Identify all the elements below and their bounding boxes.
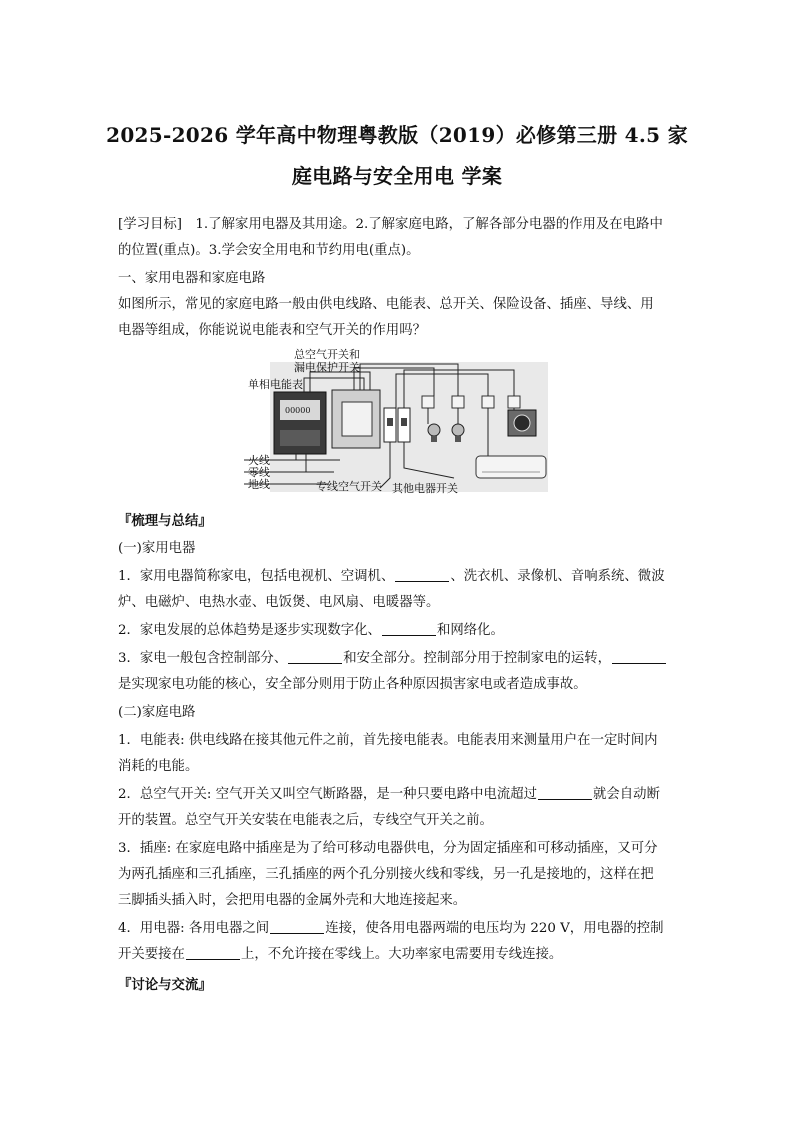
item-2-line-1	[118, 786, 680, 804]
label-live-wire: 火线	[248, 454, 270, 467]
paragraph-1-text-before-blank: 1．家用电器简称家电，包括电视机、空调机、	[118, 569, 395, 584]
intro-paragraph-line-1: 如图所示，常见的家庭电路一般由供电线路、电能表、总开关、保险设备、插座、导线、用	[118, 297, 654, 312]
fill-in-blank[interactable]	[395, 569, 449, 582]
paragraph-3-line-2: 是实现家电功能的核心，安全部分则用于防止各种原因损害家电或者造成事故。	[118, 677, 587, 692]
item-4-line-2	[118, 946, 680, 964]
label-other-switches: 其他电器开关	[392, 482, 458, 495]
label-ground-wire: 地线	[248, 478, 270, 491]
label-single-phase-meter: 单相电能表	[248, 378, 303, 391]
paragraph-1-line-1	[118, 568, 680, 586]
electric-meter-icon	[274, 392, 326, 454]
summary-heading: 『梳理与总结』	[118, 513, 212, 529]
paragraph-1-line-2: 炉、电磁炉、电热水壶、电饭煲、电风扇、电暖器等。	[118, 595, 440, 610]
learning-objectives-line-1: [学习目标] 1.了解家用电器及其用途。2.了解家庭电路，了解各部分电器的作用及在电路中	[118, 217, 663, 232]
fill-in-blank[interactable]	[382, 623, 436, 636]
intro-paragraph-line-2: 电器等组成，你能说说电能表和空气开关的作用吗？	[118, 323, 426, 338]
label-neutral-wire: 零线	[248, 466, 270, 479]
discussion-heading: 『讨论与交流』	[118, 977, 212, 993]
item-4-line-1	[118, 920, 680, 938]
item-4b-text-after-blank: 上，不允许接在零线上。大功率家电需要用专线连接。	[240, 947, 563, 962]
fill-in-blank[interactable]	[288, 651, 342, 664]
paragraph-2-text-after-blank: 和网络化。	[436, 623, 504, 638]
item-3-line-1: 3．插座: 在家庭电路中插座是为了给可移动电器供电，分为固定插座和可移动插座，又可分	[118, 841, 658, 856]
paragraph-1-text-after-blank: 、洗衣机、录像机、音响系统、微波	[450, 569, 665, 584]
fill-in-blank[interactable]	[186, 947, 240, 960]
air-conditioner-icon	[476, 456, 546, 478]
main-switch-box-icon	[332, 390, 380, 448]
paragraph-2-text-before-blank: 2．家电发展的总体趋势是逐步实现数字化、	[118, 623, 381, 638]
item-2-text-before-blank: 2．总空气开关: 空气开关又叫空气断路器，是一种只要电路中电流超过	[118, 787, 538, 802]
paragraph-3-text-before-blank: 3．家电一般包含控制部分、	[118, 651, 288, 666]
fill-in-blank[interactable]	[612, 651, 666, 664]
document-title-line-1: 2025-2026 学年高中物理粤教版（2019）必修第三册 4.5 家	[106, 123, 688, 147]
item-2-line-2: 开的装置。总空气开关安装在电能表之后，专线空气开关之前。	[118, 813, 493, 828]
household-circuit-figure	[244, 348, 550, 496]
item-2-text-after-blank: 就会自动断	[593, 787, 660, 802]
item-3-line-2: 为两孔插座和三孔插座，三孔插座的两个孔分别接火线和零线，另一孔是接地的，这样在把	[118, 867, 654, 882]
meter-digits: 00000	[285, 406, 311, 415]
washing-machine-icon	[508, 410, 536, 436]
item-4b-text-before-blank: 开关要接在	[118, 947, 185, 962]
paragraph-2	[118, 622, 680, 640]
subsection-household-appliances: (一)家用电器	[118, 541, 196, 556]
item-4-text-before-blank: 4．用电器: 各用电器之间	[118, 921, 270, 936]
item-1-line-2: 消耗的电能。	[118, 759, 199, 774]
item-1-line-1: 1．电能表: 供电线路在接其他元件之前，首先接电能表。电能表用来测量用户在一定时间内	[118, 733, 658, 748]
paragraph-3-text-middle: 和安全部分。控制部分用于控制家电的运转，	[343, 651, 612, 666]
learning-objectives-line-2: 的位置(重点)。3.学会安全用电和节约用电(重点)。	[118, 243, 420, 258]
fill-in-blank[interactable]	[270, 921, 324, 934]
item-3-line-3: 三脚插头插入时，会把用电器的金属外壳和大地连接起来。	[118, 893, 467, 908]
document-title-line-2: 庭电路与安全用电 学案	[291, 164, 503, 188]
subsection-household-circuit: (二)家庭电路	[118, 705, 196, 720]
label-dedicated-breaker: 专线空气开关	[316, 480, 382, 493]
label-main-switch-line-1: 总空气开关和	[294, 348, 360, 361]
item-4-text-after-blank: 连接，使各用电器两端的电压均为 220 V，用电器的控制	[325, 921, 664, 936]
section-heading-appliances-circuits: 一、家用电器和家庭电路	[118, 271, 266, 286]
paragraph-3-line-1	[118, 650, 680, 668]
label-main-switch-line-2: 漏电保护开关	[294, 361, 360, 374]
fill-in-blank[interactable]	[538, 787, 592, 800]
